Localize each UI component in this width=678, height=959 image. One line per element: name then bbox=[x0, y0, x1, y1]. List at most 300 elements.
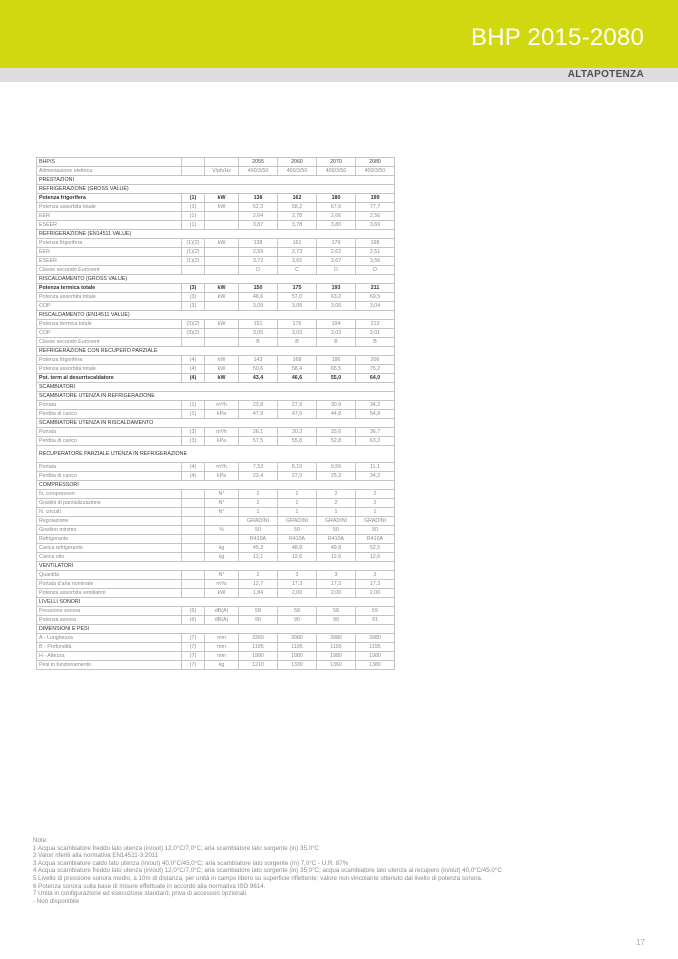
row-value: 36,7 bbox=[356, 428, 395, 437]
row-value: 3,87 bbox=[239, 221, 278, 230]
row-unit: mm bbox=[205, 651, 239, 660]
row-note: (4) bbox=[182, 374, 205, 383]
document-title: BHP 2015-2080 bbox=[471, 24, 644, 51]
row-unit: kPa bbox=[205, 471, 239, 480]
row-value: 12,6 bbox=[317, 552, 356, 561]
row-value: GRADINI bbox=[317, 516, 356, 525]
row-label: H - Altezza bbox=[37, 651, 182, 660]
row-value: 63,2 bbox=[356, 437, 395, 446]
table-row bbox=[37, 570, 395, 579]
section-label: SCAMBIATORE UTENZA IN REFRIGERAZIONE bbox=[37, 392, 395, 401]
row-note: (1) bbox=[182, 203, 205, 212]
row-note: (6) bbox=[182, 615, 205, 624]
row-value: 34,2 bbox=[356, 471, 395, 480]
table-row bbox=[37, 642, 395, 651]
section-row bbox=[37, 392, 395, 401]
row-value: 52,5 bbox=[356, 543, 395, 552]
table-row bbox=[37, 498, 395, 507]
row-value: 44,8 bbox=[317, 410, 356, 419]
row-note: (1)(2) bbox=[182, 257, 205, 266]
notes-block bbox=[33, 837, 653, 905]
row-label: Potenza sonora bbox=[37, 615, 182, 624]
row-value: 12,6 bbox=[356, 552, 395, 561]
row-value: 2 bbox=[239, 570, 278, 579]
row-value: 48,8 bbox=[278, 543, 317, 552]
row-value: 50 bbox=[239, 525, 278, 534]
row-value: B bbox=[356, 338, 395, 347]
row-label: Regolazione bbox=[37, 516, 182, 525]
row-value: 168 bbox=[278, 356, 317, 365]
row-value: R410A bbox=[317, 534, 356, 543]
row-note: (3) bbox=[182, 302, 205, 311]
section-row bbox=[37, 311, 395, 320]
row-value: 8,10 bbox=[278, 462, 317, 471]
row-label: ESEER bbox=[37, 221, 182, 230]
table-row bbox=[37, 329, 395, 338]
row-value: 90 bbox=[278, 615, 317, 624]
row-note bbox=[182, 507, 205, 516]
table-row bbox=[37, 525, 395, 534]
row-note: (4) bbox=[182, 365, 205, 374]
row-unit bbox=[205, 248, 239, 257]
row-unit: kW bbox=[205, 588, 239, 597]
row-value: 3,65 bbox=[278, 257, 317, 266]
row-unit: mm bbox=[205, 642, 239, 651]
row-value: 186 bbox=[317, 356, 356, 365]
row-value: 2 bbox=[317, 489, 356, 498]
row-value: D bbox=[356, 266, 395, 275]
table-row bbox=[37, 356, 395, 365]
row-value: 2,00 bbox=[278, 588, 317, 597]
row-label: Classe secondo Eurovent bbox=[37, 338, 182, 347]
table-row bbox=[37, 302, 395, 311]
row-value: 91 bbox=[356, 615, 395, 624]
table-row bbox=[37, 320, 395, 329]
row-note bbox=[182, 338, 205, 347]
row-value: D bbox=[239, 266, 278, 275]
note-line: 3 Acqua scambiatore caldo lato utenza (in/out) 40,0°C/45,0°C; aria scambiatore lato sorgente (in) 7,0°C - U.R. 87% bbox=[33, 859, 349, 867]
row-label: Potenza assorbita totale bbox=[37, 365, 182, 374]
section-label: COMPRESSORI bbox=[37, 480, 395, 489]
row-value: 49,8 bbox=[317, 543, 356, 552]
row-value: 65,5 bbox=[317, 365, 356, 374]
row-note: (1) bbox=[182, 410, 205, 419]
table-row bbox=[37, 437, 395, 446]
table-row bbox=[37, 284, 395, 293]
row-value: 9,56 bbox=[317, 462, 356, 471]
row-value: 1980 bbox=[356, 651, 395, 660]
row-value: GRADINI bbox=[278, 516, 317, 525]
row-value: 1 bbox=[317, 507, 356, 516]
row-label: Portata bbox=[37, 401, 182, 410]
row-label: Quantità bbox=[37, 570, 182, 579]
row-value: 3 bbox=[317, 570, 356, 579]
section-row bbox=[37, 597, 395, 606]
row-value: 3,09 bbox=[239, 302, 278, 311]
table-row bbox=[37, 516, 395, 525]
row-value: 1330 bbox=[278, 660, 317, 669]
row-label: Refrigerante bbox=[37, 534, 182, 543]
row-unit: kg bbox=[205, 552, 239, 561]
row-value: 12,7 bbox=[239, 579, 278, 588]
row-unit: m³/h bbox=[205, 428, 239, 437]
row-unit: kW bbox=[205, 293, 239, 302]
row-note: (5) bbox=[182, 606, 205, 615]
row-value: 13,1 bbox=[239, 552, 278, 561]
row-value: 3,78 bbox=[278, 221, 317, 230]
row-value: 2 bbox=[317, 498, 356, 507]
row-label: Pot. term al desurriscaldatore bbox=[37, 374, 182, 383]
row-value: 3,04 bbox=[356, 302, 395, 311]
row-value: 2,64 bbox=[239, 212, 278, 221]
row-note: (3) bbox=[182, 284, 205, 293]
row-label: Perdita di carico bbox=[37, 471, 182, 480]
row-label: ESEER bbox=[37, 257, 182, 266]
row-label: EER bbox=[37, 248, 182, 257]
section-label: RECUPERATORE PARZIALE UTENZA IN REFRIGERAZIONE bbox=[37, 446, 395, 463]
row-unit: dB(A) bbox=[205, 615, 239, 624]
row-unit: kg bbox=[205, 660, 239, 669]
section-label: REFRIGERAZIONE CON RECUPERO PARZIALE bbox=[37, 347, 395, 356]
row-unit: kW bbox=[205, 239, 239, 248]
table-row bbox=[37, 552, 395, 561]
row-note bbox=[182, 588, 205, 597]
row-note: (4) bbox=[182, 471, 205, 480]
row-value: 2,56 bbox=[356, 212, 395, 221]
model-header: 2060 bbox=[278, 158, 317, 167]
note-line: 7 Unità in configurazione ed esecuzione standard, priva di accessori opzionali. bbox=[33, 890, 248, 898]
row-value: D bbox=[317, 266, 356, 275]
row-value: 27,9 bbox=[278, 401, 317, 410]
row-unit: m³/s bbox=[205, 579, 239, 588]
row-note: (4) bbox=[182, 356, 205, 365]
row-value: 2 bbox=[278, 498, 317, 507]
table-row bbox=[37, 239, 395, 248]
row-value: 400/3/50 bbox=[278, 167, 317, 176]
row-value: 1380 bbox=[356, 660, 395, 669]
row-value: 30,3 bbox=[278, 428, 317, 437]
row-unit: kg bbox=[205, 543, 239, 552]
row-value: 30,9 bbox=[317, 401, 356, 410]
row-value: 67,6 bbox=[317, 203, 356, 212]
row-value: 2,73 bbox=[278, 248, 317, 257]
row-value: 55,8 bbox=[278, 437, 317, 446]
table-row bbox=[37, 489, 395, 498]
row-value: 2,59 bbox=[239, 248, 278, 257]
row-value: 1195 bbox=[239, 642, 278, 651]
row-unit: N° bbox=[205, 489, 239, 498]
row-label: Potenza frigorifera bbox=[37, 239, 182, 248]
table-row bbox=[37, 221, 395, 230]
row-unit bbox=[205, 221, 239, 230]
row-value: 2 bbox=[356, 498, 395, 507]
row-value: B bbox=[317, 338, 356, 347]
row-value: 52,3 bbox=[239, 203, 278, 212]
row-value: 143 bbox=[239, 356, 278, 365]
row-unit: mm bbox=[205, 633, 239, 642]
row-value: 25,3 bbox=[317, 471, 356, 480]
row-value: 46,6 bbox=[278, 374, 317, 383]
row-label: Classe secondo Eurovent bbox=[37, 266, 182, 275]
row-value: 26,1 bbox=[239, 428, 278, 437]
row-value: 17,3 bbox=[278, 579, 317, 588]
row-unit bbox=[205, 302, 239, 311]
row-value: 1 bbox=[278, 507, 317, 516]
row-value: 90 bbox=[317, 615, 356, 624]
row-note bbox=[182, 543, 205, 552]
note-line: 1 Acqua scambiatore freddo lato utenza (in/out) 12,0°C/7,0°C; aria scambiatore lato sorgente (in) 35,0°C bbox=[33, 844, 320, 852]
section-label: DIMENSIONI E PESI bbox=[37, 624, 395, 633]
table-row bbox=[37, 248, 395, 257]
row-value: B bbox=[239, 338, 278, 347]
table-row bbox=[37, 651, 395, 660]
row-label: Portata bbox=[37, 462, 182, 471]
row-value: 3,80 bbox=[317, 221, 356, 230]
row-value: 2,78 bbox=[278, 212, 317, 221]
section-row bbox=[37, 446, 395, 463]
row-value: 3,67 bbox=[317, 257, 356, 266]
note-line: 4 Acqua scambiatore freddo lato utenza (in/out) 12,0°C/7,0°C; aria scambiatore lato sorgente (in) 35,0°C; acqua scambiatore lato utenza al recupero (in/out) 40,0°C/45,0°C bbox=[33, 867, 502, 875]
table-row bbox=[37, 365, 395, 374]
row-value: 58 bbox=[278, 606, 317, 615]
row-value: 11,1 bbox=[356, 462, 395, 471]
note-line: - Non disponibile bbox=[33, 897, 80, 905]
section-row bbox=[37, 176, 395, 185]
row-note bbox=[182, 167, 205, 176]
note-line: 2 Valori riferiti alla normativa EN14511-3:2011 bbox=[33, 852, 159, 860]
row-value: 50 bbox=[317, 525, 356, 534]
row-value: 2,66 bbox=[317, 212, 356, 221]
table-header-label: BHP/S bbox=[37, 158, 182, 167]
row-value: 48,6 bbox=[239, 293, 278, 302]
row-value: C bbox=[278, 266, 317, 275]
row-value: 54,8 bbox=[356, 410, 395, 419]
section-label: LIVELLI SONORI bbox=[37, 597, 395, 606]
row-unit: dB(A) bbox=[205, 606, 239, 615]
row-value: 58 bbox=[239, 606, 278, 615]
row-label: N. compressori bbox=[37, 489, 182, 498]
model-header: 2070 bbox=[317, 158, 356, 167]
spec-table bbox=[36, 157, 395, 670]
table-row bbox=[37, 293, 395, 302]
row-value: 58 bbox=[317, 606, 356, 615]
row-note bbox=[182, 266, 205, 275]
row-note: (3) bbox=[182, 293, 205, 302]
row-value: 400/3/50 bbox=[239, 167, 278, 176]
section-row bbox=[37, 347, 395, 356]
row-label: COP bbox=[37, 329, 182, 338]
row-value: 3,01 bbox=[356, 329, 395, 338]
row-value: 151 bbox=[239, 320, 278, 329]
row-value: 1195 bbox=[317, 642, 356, 651]
section-row bbox=[37, 561, 395, 570]
row-value: 176 bbox=[278, 320, 317, 329]
row-value: 211 bbox=[356, 284, 395, 293]
row-note bbox=[182, 525, 205, 534]
row-note: (1)(2) bbox=[182, 239, 205, 248]
row-label: Perdita di carico bbox=[37, 437, 182, 446]
table-row bbox=[37, 534, 395, 543]
row-label: Carica olio bbox=[37, 552, 182, 561]
row-label: Potenza assorbita totale bbox=[37, 203, 182, 212]
row-unit: % bbox=[205, 525, 239, 534]
row-note: (1) bbox=[182, 221, 205, 230]
row-label: Potenza assorbita totale bbox=[37, 293, 182, 302]
row-note: (1)(2) bbox=[182, 248, 205, 257]
section-row bbox=[37, 230, 395, 239]
section-label: REFRIGERAZIONE (EN14511 VALUE) bbox=[37, 230, 395, 239]
row-value: 194 bbox=[317, 320, 356, 329]
table-row bbox=[37, 471, 395, 480]
section-label: RISCALDAMENTO (EN14511 VALUE) bbox=[37, 311, 395, 320]
row-unit bbox=[205, 266, 239, 275]
row-value: 58,2 bbox=[278, 203, 317, 212]
row-label: A - Lunghezza bbox=[37, 633, 182, 642]
row-label: Portata bbox=[37, 428, 182, 437]
row-unit: m³/h bbox=[205, 462, 239, 471]
row-unit bbox=[205, 534, 239, 543]
row-unit: kW bbox=[205, 284, 239, 293]
row-note: (7) bbox=[182, 633, 205, 642]
row-label: COP bbox=[37, 302, 182, 311]
row-label: Perdita di carico bbox=[37, 410, 182, 419]
row-note: (3)(2) bbox=[182, 329, 205, 338]
row-note: (1) bbox=[182, 401, 205, 410]
table-header-row bbox=[37, 158, 395, 167]
row-value: 1 bbox=[356, 507, 395, 516]
row-value: 64,0 bbox=[356, 374, 395, 383]
row-value: 34,2 bbox=[356, 401, 395, 410]
row-value: 2 bbox=[356, 489, 395, 498]
row-value: 2,62 bbox=[317, 248, 356, 257]
row-note: (7) bbox=[182, 651, 205, 660]
row-unit: N° bbox=[205, 507, 239, 516]
row-unit: kPa bbox=[205, 437, 239, 446]
table-row bbox=[37, 203, 395, 212]
row-note: (1) bbox=[182, 194, 205, 203]
row-value: 1360 bbox=[317, 660, 356, 669]
section-label: REFRIGERAZIONE (GROSS VALUE) bbox=[37, 185, 395, 194]
section-label: VENTILATORI bbox=[37, 561, 395, 570]
row-value: 193 bbox=[317, 284, 356, 293]
row-value: 1 bbox=[239, 507, 278, 516]
row-unit: V/ph/Hz bbox=[205, 167, 239, 176]
row-value: 3,05 bbox=[239, 329, 278, 338]
table-row bbox=[37, 606, 395, 615]
row-unit: kW bbox=[205, 365, 239, 374]
section-row bbox=[37, 383, 395, 392]
row-value: 17,3 bbox=[317, 579, 356, 588]
row-value: 50,6 bbox=[239, 365, 278, 374]
section-title: ALTAPOTENZA bbox=[567, 69, 644, 80]
table-row bbox=[37, 410, 395, 419]
table-row bbox=[37, 338, 395, 347]
section-row bbox=[37, 185, 395, 194]
row-value: 3360 bbox=[239, 633, 278, 642]
row-value: 213 bbox=[356, 320, 395, 329]
row-value: 2,00 bbox=[356, 588, 395, 597]
row-note: (1) bbox=[182, 212, 205, 221]
model-header: 2080 bbox=[356, 158, 395, 167]
row-label: Potenza termica totale bbox=[37, 284, 182, 293]
row-label: Potenza frigorifera bbox=[37, 356, 182, 365]
row-value: 45,3 bbox=[239, 543, 278, 552]
row-label: Portata d'aria nominale bbox=[37, 579, 182, 588]
row-value: 90 bbox=[239, 615, 278, 624]
row-note: (4) bbox=[182, 462, 205, 471]
row-unit: kW bbox=[205, 356, 239, 365]
row-value: 50 bbox=[356, 525, 395, 534]
row-note: (3)(2) bbox=[182, 320, 205, 329]
row-value: 3,06 bbox=[278, 302, 317, 311]
row-label: EER bbox=[37, 212, 182, 221]
row-value: 1,84 bbox=[239, 588, 278, 597]
row-value: GRADINI bbox=[356, 516, 395, 525]
row-unit: m³/h bbox=[205, 401, 239, 410]
row-note bbox=[182, 516, 205, 525]
row-value: 2 bbox=[239, 489, 278, 498]
row-value: B bbox=[278, 338, 317, 347]
row-unit bbox=[205, 212, 239, 221]
row-value: 69,5 bbox=[356, 293, 395, 302]
row-value: 57,0 bbox=[278, 293, 317, 302]
row-value: 199 bbox=[356, 194, 395, 203]
row-value: 33,6 bbox=[317, 428, 356, 437]
row-value: 400/3/50 bbox=[356, 167, 395, 176]
row-note: (7) bbox=[182, 642, 205, 651]
row-unit bbox=[205, 329, 239, 338]
row-value: 3,72 bbox=[239, 257, 278, 266]
row-value: 3,56 bbox=[356, 257, 395, 266]
row-value: 17,3 bbox=[356, 579, 395, 588]
table-row bbox=[37, 588, 395, 597]
table-row bbox=[37, 462, 395, 471]
note-line: 6 Potenza sonora sulla base di misure effettuate in accordo alla normativa ISO 9614. bbox=[33, 882, 266, 890]
row-note bbox=[182, 579, 205, 588]
row-value: 63,2 bbox=[317, 293, 356, 302]
table-row bbox=[37, 374, 395, 383]
row-value: 161 bbox=[278, 239, 317, 248]
table-row bbox=[37, 543, 395, 552]
row-value: 198 bbox=[356, 239, 395, 248]
table-row bbox=[37, 257, 395, 266]
row-value: R410A bbox=[239, 534, 278, 543]
row-value: R410A bbox=[278, 534, 317, 543]
row-label: Pesi in funzionamento bbox=[37, 660, 182, 669]
row-note bbox=[182, 498, 205, 507]
row-label: B - Profondità bbox=[37, 642, 182, 651]
table-row bbox=[37, 266, 395, 275]
row-unit bbox=[205, 516, 239, 525]
row-label: Potenza frigorifera bbox=[37, 194, 182, 203]
row-value: 50 bbox=[278, 525, 317, 534]
row-value: 52,8 bbox=[317, 437, 356, 446]
row-value: 57,5 bbox=[239, 437, 278, 446]
row-label: Pressione sonora bbox=[37, 606, 182, 615]
section-label: SCAMBIATORI bbox=[37, 383, 395, 392]
row-unit: kW bbox=[205, 194, 239, 203]
row-label: Gradino minimo bbox=[37, 525, 182, 534]
row-value: GRADINI bbox=[239, 516, 278, 525]
row-unit: kW bbox=[205, 203, 239, 212]
row-value: 3,03 bbox=[317, 329, 356, 338]
section-label: RISCALDAMENTO (GROSS VALUE) bbox=[37, 275, 395, 284]
row-value: 23,4 bbox=[239, 471, 278, 480]
row-value: 162 bbox=[278, 194, 317, 203]
row-note bbox=[182, 570, 205, 579]
section-row bbox=[37, 419, 395, 428]
row-label: Carica refrigerante bbox=[37, 543, 182, 552]
